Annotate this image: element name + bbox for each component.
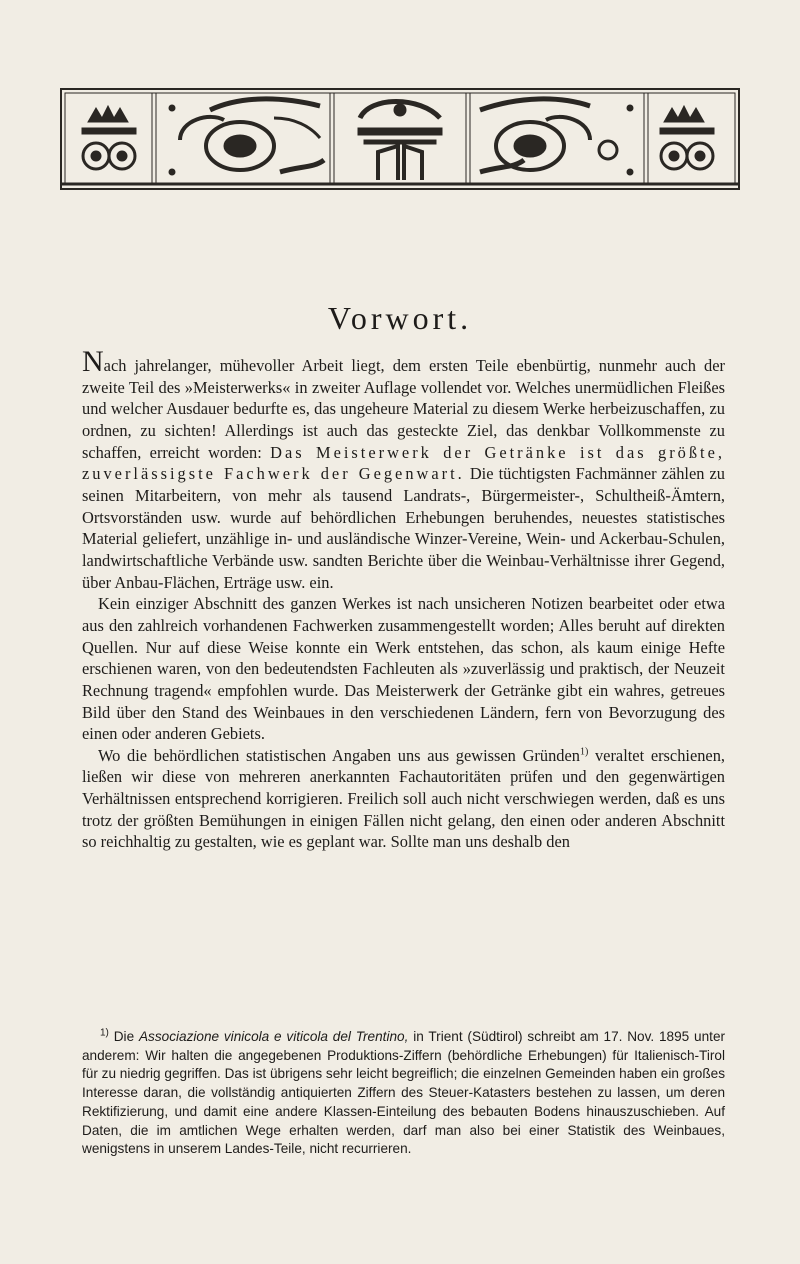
paragraph-1-text-b: Die tüchtigsten Fachmänner zählen zu seinen Mitarbeitern, von mehr als tausend Landrats-, Bürgermeister-, Schultheiß-Ämtern, Ortsvorständen usw. wurde auf behördlichen Erhebungen beruhendes, neuestes statistisches Material geliefert, unzählige in- und ausländische Winzer-Vereine, Wein- und Ackerbau-Schulen, landwirtschaftliche Verbände usw. sandten Berichte über die Weinbau-Verhältnisse ihrer Gegend, über Anbau-Flächen, Erträge usw. ein. — [82, 464, 726, 592]
drop-initial: N — [82, 345, 104, 378]
header-ornament — [60, 88, 740, 190]
paragraph-2: Kein einziger Abschnitt des ganzen Werkes ist nach unsicheren Notizen bearbeitet oder etwa aus den zahlreich vorhandenen Fachwerken zusammengestellt worden; Alles beruht auf direkten Quellen. Nur auf diese Weise konnte ein Werk entstehen, das schon, als kaum einige Hefte erschienen waren, von den bedeutendsten Fachleuten als »zuverlässig und praktisch, der Neuzeit Rechnung tragend« empfohlen wurde. Das Meisterwerk der Getränke gibt ein wahres, getreues Bild über den Stand des Weinbaues in den verschiedenen Ländern, fern von Bevorzugung des einen oder anderen Gebiets. — [82, 594, 725, 744]
footnote-reference: 1) — [579, 746, 589, 758]
paragraph-3-text-a: Wo die behördlichen statistischen Angaben uns aus gewissen Gründen — [98, 745, 580, 765]
page-title: Vorwort. — [327, 300, 473, 336]
footnote-paragraph — [82, 1028, 725, 1159]
footnote-lead: Die — [113, 1029, 135, 1044]
footnote-mark: 1) — [100, 1027, 109, 1039]
footnote-text: in Trient (Südtirol) schreibt am 17. Nov. 1895 unter anderem: Wir halten die angegebenen Produktions-Ziffern (behördliche Erhebungen) für Italienisch-Tirol für zu niedrig gegriffen. Das ist übrigens sehr leicht begreiflich; die einzelnen Gemeinden haben ein großes Interesse daran, die vollständig antiquierten Ziffern des Steuer-Katasters bestehen zu lassen, um deren Rektifizierung, und damit eine andere Klassen-Einteilung des bebauten Bodens hinauszuschieben. Auf Daten, die im amtlichen Wege erhalten werden, darf man also bei einer Statistik des Weinbaues, wenigstens in unserem Landes-Teile, nicht recurrieren. — [82, 1029, 726, 1157]
ornament-icon — [60, 88, 740, 190]
preface-body — [82, 345, 726, 853]
paragraph-1-text-a: ach jahrelanger, mühevoller Arbeit liegt, dem ersten Teile ebenbürtig, nunmehr auch der zweite Teil des »Meisterwerks« in zweiter Auflage vollendet vor. Welches unermüdlichen Fleißes und welcher Ausdauer bedurfte es, das ungeheure Material zu diesem Werke herbeizuschaffen, zu ordnen, zu sichten! Allerdings ist auch das gesteckte Ziel, das denkbar Vollkommenste zu schaffen, erreicht worden: — [82, 356, 725, 462]
paragraph-3-text-b: veraltet erschienen, ließen wir diese von mehreren anerkannten Fachautoritäten prüfen und den gegenwärtigen Verhältnissen entsprechend korrigieren. Freilich soll auch nicht verschwiegen werden, daß es uns trotz der größten Bemühungen in einigen Fällen nicht gelang, den einen oder anderen Abschnitt so reichhaltig zu gestalten, wie es geplant war. Sollte man uns deshalb den — [82, 745, 725, 852]
footnote — [82, 1028, 725, 1159]
footnote-source: Associazione vinicola e viticola del Trentino, — [138, 1029, 409, 1044]
paragraph-3 — [82, 745, 725, 853]
paragraph-1 — [82, 345, 726, 593]
paragraph-1-spaced-claim: Das Meisterwerk der Getränke ist das größte, zuverlässigste Fachwerk der Gegenwart. — [82, 442, 725, 484]
